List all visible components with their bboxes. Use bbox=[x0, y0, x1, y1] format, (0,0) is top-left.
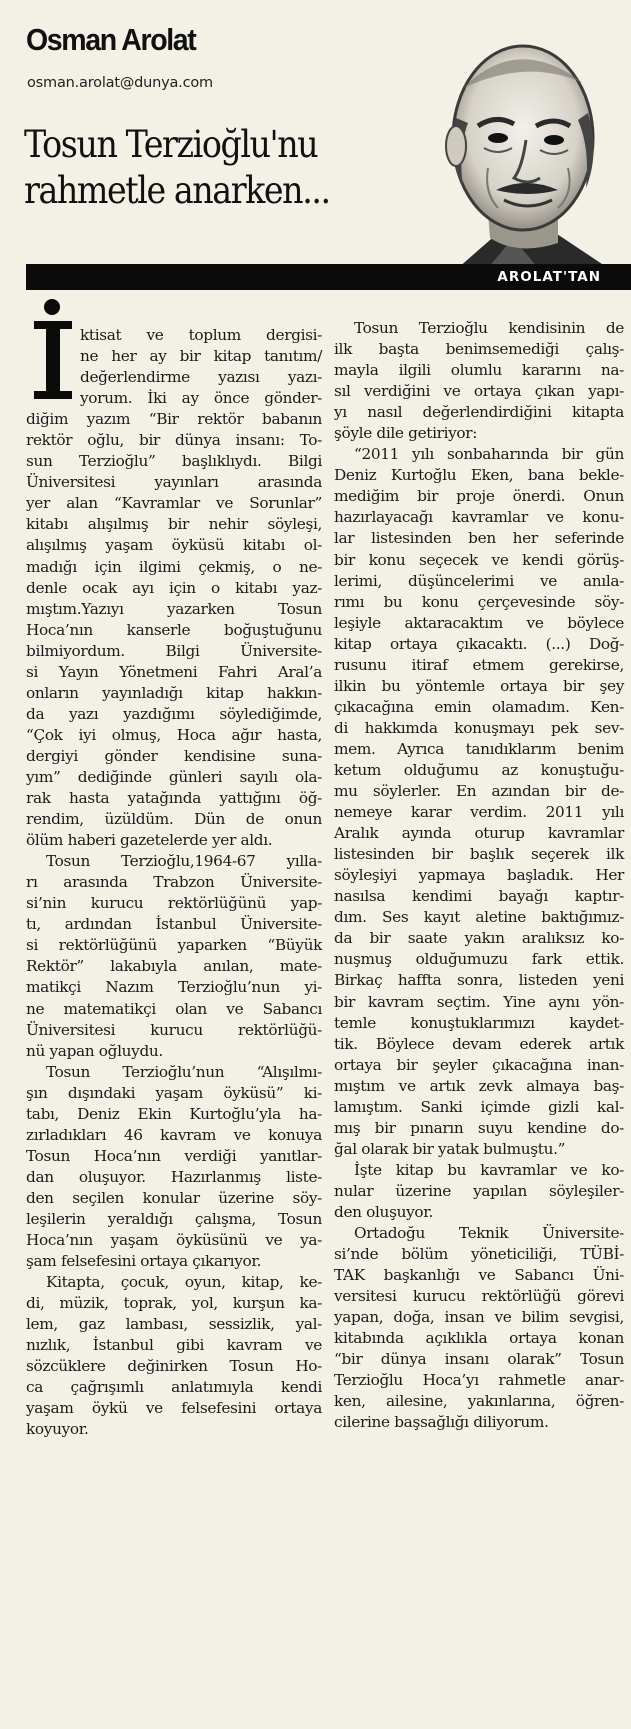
text-line: “Çok iyi olmuş, Hoca ağır hasta, bbox=[26, 725, 322, 744]
text-line: Aralık ayında oturup kavramlar bbox=[334, 824, 624, 843]
text-line: di, müzik, toprak, yol, kurşun ka- bbox=[26, 1294, 322, 1313]
text-line: ketum olduğumu az konuştuğu- bbox=[334, 760, 624, 779]
text-line: mediğim bir proje önerdi. Onun bbox=[334, 487, 624, 506]
author-name: Osman Arolat bbox=[26, 22, 196, 57]
text-line: ca çağrışımlı anlatımıyla kendi bbox=[26, 1378, 322, 1397]
text-line: di hakkımda konuşmayı pek sev- bbox=[334, 718, 624, 737]
author-portrait bbox=[418, 28, 608, 268]
article-paragraph bbox=[334, 1223, 624, 1433]
text-line: ktisat ve toplum dergisi- bbox=[80, 326, 322, 344]
text-line: si’nin kurucu rektörlüğünü yap- bbox=[26, 894, 322, 913]
text-line: şöyle dile getiriyor: bbox=[334, 424, 478, 443]
text-line: temle konuştuklarımızı kaydet- bbox=[334, 1013, 624, 1032]
text-line: koyuyor. bbox=[26, 1420, 89, 1439]
text-line: bir kavram seçtim. Yine aynı yön- bbox=[334, 992, 624, 1011]
text-line: dan oluşuyor. Hazırlanmış liste- bbox=[26, 1167, 322, 1186]
text-line: mıştım.Yazıyı yazarken Tosun bbox=[26, 599, 322, 618]
text-line: tik. Böylece devam ederek artık bbox=[334, 1034, 624, 1053]
text-line: listesinden bir başlık seçerek ilk bbox=[334, 845, 624, 864]
text-line: kitabı alışılmış bir nehir söyleşi, bbox=[26, 515, 322, 534]
text-line: kitabında açıklıkla ortaya konan bbox=[334, 1329, 624, 1348]
text-line: cilerine başsağlığı diliyorum. bbox=[334, 1413, 549, 1432]
text-line: mayla ilgili olumlu kararını na- bbox=[334, 361, 624, 380]
article-paragraph bbox=[334, 1160, 624, 1223]
text-line: “2011 yılı sonbaharında bir gün bbox=[354, 445, 624, 464]
text-line: ken, ailesine, yakınlarına, öğren- bbox=[334, 1392, 624, 1411]
text-line: ne matematikçi olan ve Sabancı bbox=[26, 999, 322, 1018]
text-line: Rektör” lakabıyla anılan, mate- bbox=[26, 957, 322, 976]
text-line: den oluşuyor. bbox=[334, 1202, 434, 1221]
text-line: onların yayınladığı kitap hakkın- bbox=[26, 683, 322, 702]
text-line: şam felsefesini ortaya çıkarıyor. bbox=[26, 1252, 262, 1271]
text-line: şın dışındaki yaşam öyküsü” ki- bbox=[26, 1083, 322, 1102]
drop-cap-dot bbox=[44, 299, 60, 315]
text-line: rendim, üzüldüm. Dün de onun bbox=[26, 810, 322, 829]
text-line: si rektörlüğünü yaparken “Büyük bbox=[26, 936, 322, 955]
headline-line: Tosun Terzioğlu'nu bbox=[24, 123, 318, 166]
text-line: sıl verdiğini ve ortaya çıkan yapı- bbox=[334, 382, 624, 401]
author-email[interactable]: osman.arolat@dunya.com bbox=[27, 75, 213, 91]
article-paragraph bbox=[334, 444, 624, 1160]
text-line: Tosun Hoca’nın verdiği yanıtlar- bbox=[26, 1146, 322, 1165]
text-line: ortaya bir şeyler çıkacağına inan- bbox=[334, 1055, 624, 1074]
text-line: alışılmış yaşam öyküsü kitabı ol- bbox=[26, 536, 322, 555]
text-line: rı arasında Trabzon Üniversite- bbox=[26, 873, 322, 892]
text-line: hazırlayacağı kavramlar ve konu- bbox=[334, 508, 624, 527]
text-line: Tosun Terzioğlu kendisinin de bbox=[354, 319, 624, 337]
text-line: nuşmuş olduğumuzu fark ettik. bbox=[334, 950, 624, 969]
text-line: bir konu seçecek ve kendi görüş- bbox=[334, 550, 624, 569]
text-line: ne her ay bir kitap tanıtım/ bbox=[80, 347, 322, 366]
text-line: bilmiyordum. Bilgi Üniversite- bbox=[26, 641, 322, 660]
text-line: Üniversitesi kurucu rektörlüğü- bbox=[26, 1020, 322, 1039]
text-line: lar listesinden ben her seferinde bbox=[334, 529, 624, 548]
article-paragraph bbox=[26, 1062, 322, 1272]
text-line: si’nde bölüm yöneticiliği, TÜBİ- bbox=[334, 1245, 624, 1264]
article-column-left bbox=[26, 313, 322, 1440]
text-line: lamıştım. Sanki içimde gizli kal- bbox=[334, 1097, 624, 1116]
text-line: da bir saate yakın aralıksız ko- bbox=[334, 929, 624, 948]
column-banner bbox=[26, 264, 631, 290]
text-line: matikçi Nazım Terzioğlu’nun yi- bbox=[26, 978, 322, 997]
text-line: değerlendirme yazısı yazı- bbox=[80, 368, 322, 387]
column-label: AROLAT'TAN bbox=[497, 269, 601, 285]
text-line: madığı için ilgimi çekmiş, o ne- bbox=[26, 557, 322, 576]
text-line: nü yapan oğluydu. bbox=[26, 1041, 163, 1060]
text-line: dergiyi gönder kendisine suna- bbox=[26, 746, 322, 765]
text-line: nular üzerine yapılan söyleşiler- bbox=[334, 1181, 624, 1200]
text-line: yer alan “Kavramlar ve Sorunlar” bbox=[26, 494, 322, 513]
text-line: Üniversitesi yayınları arasında bbox=[26, 473, 322, 492]
text-line: lerimi, düşüncelerimi ve anıla- bbox=[334, 571, 624, 590]
text-line: diğim yazım “Bir rektör babanın bbox=[26, 410, 322, 429]
text-line: Deniz Kurtoğlu Eken, bana bekle- bbox=[334, 466, 624, 485]
text-line: tabı, Deniz Ekin Kurtoğlu’yla ha- bbox=[26, 1104, 322, 1123]
text-line: ölüm haberi gazetelerde yer aldı. bbox=[26, 831, 273, 850]
text-line: Kitapta, çocuk, oyun, kitap, ke- bbox=[46, 1273, 322, 1292]
text-line: ğal olarak bir yatak bulmuştu.” bbox=[334, 1139, 566, 1158]
text-line: rusunu itiraf etmem gerekirse, bbox=[334, 655, 624, 674]
text-line: denle ocak ayı için o kitabı yaz- bbox=[26, 578, 322, 597]
text-line: mış bir pınarın suyu kendine do- bbox=[334, 1118, 624, 1137]
article-paragraph bbox=[26, 325, 322, 851]
article-column-right bbox=[334, 318, 624, 1433]
drop-cap-letter bbox=[34, 321, 72, 399]
text-line: zırladıkları 46 kavram ve konuya bbox=[26, 1125, 322, 1144]
text-line: ilk başta benimsemediği çalış- bbox=[334, 340, 624, 359]
text-line: İşte kitap bu kavramlar ve ko- bbox=[354, 1160, 624, 1179]
text-line: çıkacağına emin olamadım. Ken- bbox=[334, 697, 624, 716]
text-line: leşiyle aktaracaktım ve böylece bbox=[334, 613, 624, 632]
text-line: Tosun Terzioğlu’nun “Alışılmı- bbox=[46, 1062, 322, 1081]
text-line: mu söylerler. En azından bir de- bbox=[334, 782, 624, 801]
headline bbox=[24, 122, 330, 214]
text-line: sun Terzioğlu” başlıklıydı. Bilgi bbox=[26, 452, 322, 471]
text-line: mıştım ve artık zevk almaya baş- bbox=[334, 1076, 624, 1095]
text-line: ilkin bu yöntemle ortaya bir şey bbox=[334, 676, 624, 695]
article-paragraph bbox=[334, 318, 624, 444]
text-line: “bir dünya insanı olarak” Tosun bbox=[334, 1350, 624, 1369]
text-line: Hoca’nın yaşam öyküsünü ve ya- bbox=[26, 1231, 322, 1250]
text-line: Birkaç haffta sonra, listeden yeni bbox=[334, 971, 624, 990]
text-line: yapan, doğa, insan ve bilim sevgisi, bbox=[334, 1308, 624, 1327]
text-line: den seçilen konular üzerine söy- bbox=[26, 1188, 322, 1207]
text-line: söyleşiyi yapmaya başladık. Her bbox=[334, 866, 624, 885]
drop-cap bbox=[26, 309, 76, 399]
text-line: leşilerin yeraldığı çalışma, Tosun bbox=[26, 1209, 322, 1228]
text-line: si Yayın Yönetmeni Fahri Aral’a bbox=[26, 662, 322, 681]
text-line: rımı bu konu çerçevesinde söy- bbox=[334, 592, 624, 611]
text-line: TAK başkanlığı ve Sabancı Üni- bbox=[334, 1266, 624, 1285]
text-line: yım” dediğinde günleri sayılı ola- bbox=[26, 767, 322, 786]
text-line: nızlık, İstanbul gibi kavram ve bbox=[26, 1336, 322, 1355]
text-line: Terzioğlu Hoca’yı rahmetle anar- bbox=[334, 1371, 624, 1390]
text-line: yorum. İki ay önce gönder- bbox=[80, 389, 322, 408]
text-line: Tosun Terzioğlu,1964-67 yılla- bbox=[46, 852, 322, 871]
text-line: versitesi kurucu rektörlüğü görevi bbox=[334, 1287, 624, 1306]
text-line: da yazı yazdığımı söylediğimde, bbox=[26, 704, 322, 723]
text-line: tı, ardından İstanbul Üniversite- bbox=[26, 915, 322, 934]
text-line: nemeye karar verdim. 2011 yılı bbox=[334, 803, 624, 822]
article-paragraph bbox=[26, 1272, 322, 1440]
text-line: yaşam öykü ve felsefesini ortaya bbox=[26, 1399, 322, 1418]
article-paragraph bbox=[26, 851, 322, 1061]
text-line: dım. Ses kayıt aletine baktığımız- bbox=[334, 908, 624, 927]
text-line: nasılsa kendimi bayağı kaptır- bbox=[334, 887, 624, 906]
text-line: lem, gaz lambası, sessizlik, yal- bbox=[26, 1315, 322, 1334]
headline-line: rahmetle anarken... bbox=[24, 169, 330, 212]
text-line: kitap ortaya çıkacaktı. (...) Doğ- bbox=[334, 634, 624, 653]
text-line: yı nasıl değerlendirdiğini kitapta bbox=[334, 403, 624, 422]
text-line: sözcüklere değinirken Tosun Ho- bbox=[26, 1357, 322, 1376]
text-line: rak hasta yatağında yattığını öğ- bbox=[26, 789, 322, 808]
text-line: Ortadoğu Teknik Üniversite- bbox=[354, 1224, 624, 1243]
text-line: Hoca’nın kanserle boğuştuğunu bbox=[26, 620, 322, 639]
text-line: mem. Ayrıca tanıdıklarım benim bbox=[334, 739, 624, 758]
text-line: rektör oğlu, bir dünya insanı: To- bbox=[26, 431, 322, 450]
